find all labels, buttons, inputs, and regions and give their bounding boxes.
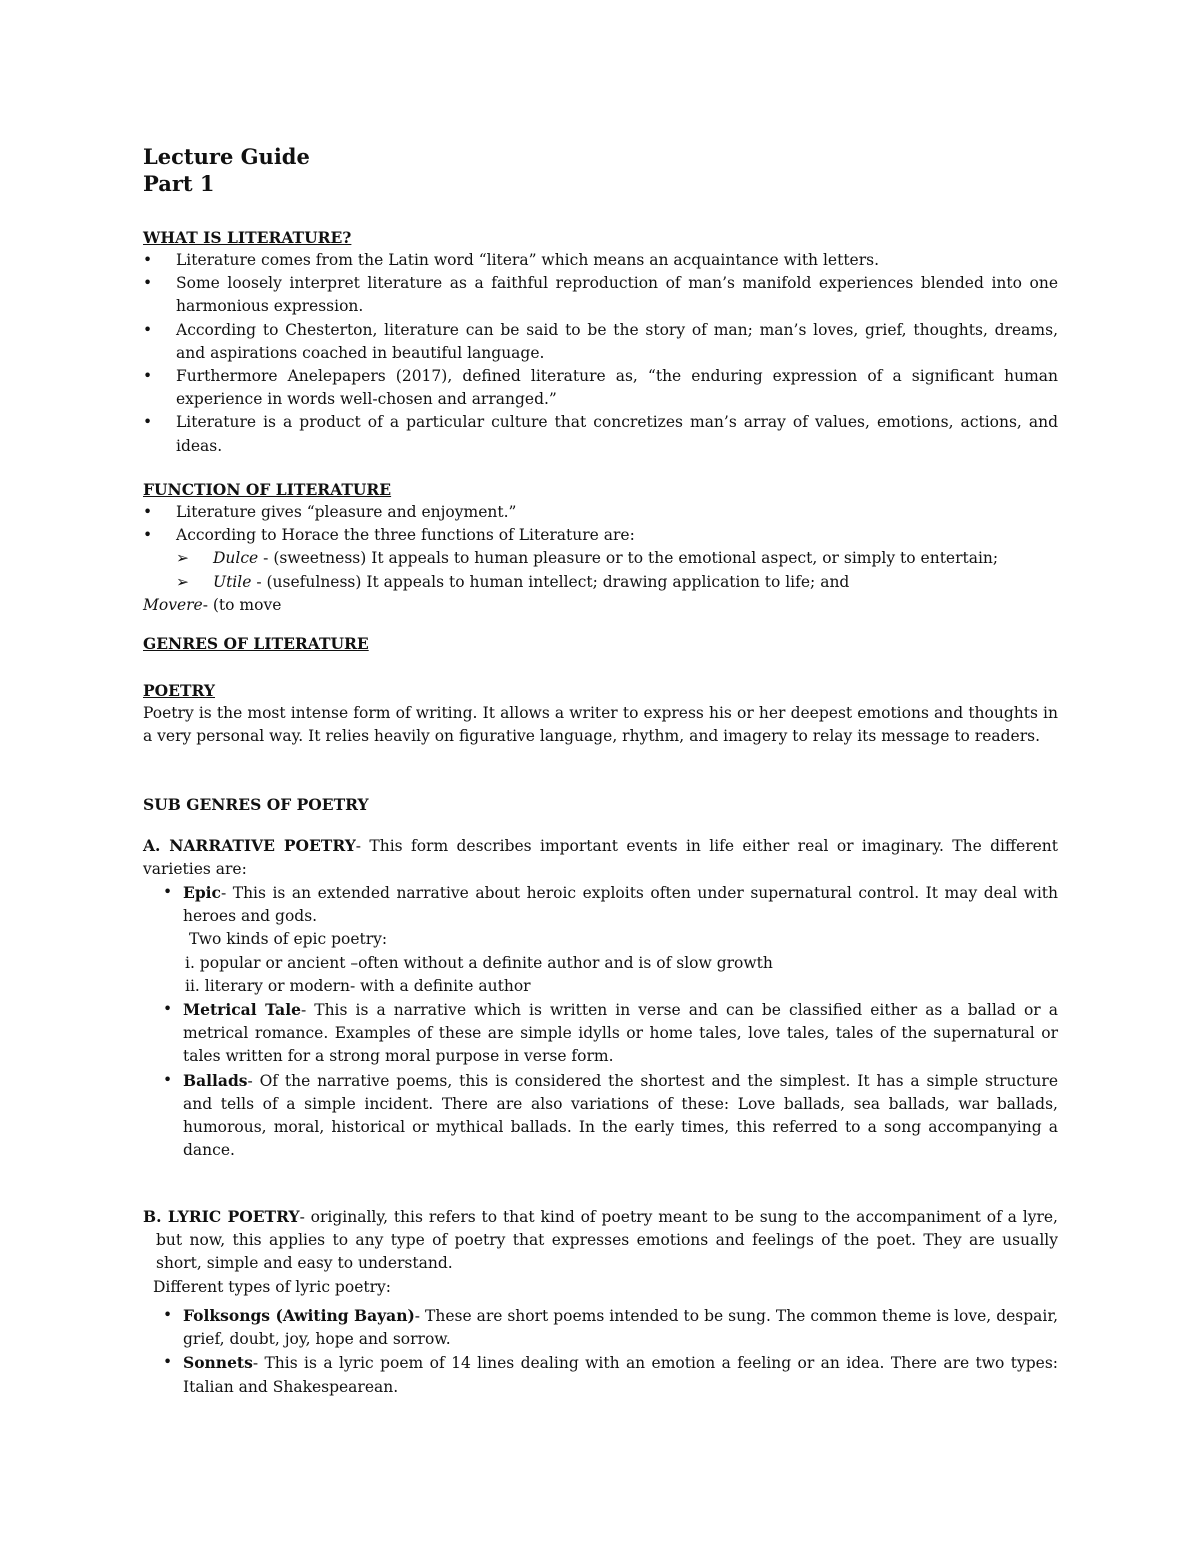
bullet-icon: • bbox=[143, 526, 153, 545]
section-heading-genres: GENRES OF LITERATURE bbox=[143, 634, 369, 653]
bullet-icon: • bbox=[143, 413, 153, 432]
narrative-intro: A. NARRATIVE POETRY- This form describes important events in life either real or imaginary. The different varieties are: bbox=[143, 836, 1058, 879]
list-item: • Epic- This is an extended narrative about heroic exploits often under supernatural control. It may deal with heroes and gods. Two kinds of epic poetry: i. popular or ancient –often without a definite author and is of slow growth ii. literary or modern- with a definite author bbox=[143, 881, 1058, 998]
epic-kind-item: ii. literary or modern- with a definite author bbox=[185, 976, 531, 995]
list-item: • Sonnets- This is a lyric poem of 14 lines dealing with an emotion a feeling or an idea. There are two types: Italian and Shakespearean. bbox=[163, 1353, 1058, 1396]
section-heading-poetry: POETRY bbox=[143, 681, 215, 700]
list-item: ➢ Dulce - (sweetness) It appeals to human pleasure or to the emotional aspect, or simply to entertain; bbox=[143, 547, 1058, 570]
lyric-list bbox=[143, 1304, 1058, 1399]
bullet-icon: • bbox=[143, 320, 153, 339]
list-item: • Some loosely interpret literature as a faithful reproduction of man’s manifold experiences blended into one harmonious expression. bbox=[143, 274, 1058, 316]
epic-kinds-intro: Two kinds of epic poetry: bbox=[189, 930, 388, 949]
epic-kind-item: i. popular or ancient –often without a definite author and is of slow growth bbox=[185, 953, 773, 972]
lyric-types-intro: Different types of lyric poetry: bbox=[153, 1277, 391, 1296]
list-item: • Folksongs (Awiting Bayan)- These are short poems intended to be sung. The common theme is love, despair, grief, doubt, joy, hope and sorrow. bbox=[163, 1306, 1058, 1349]
page-subtitle: Part 1 bbox=[143, 171, 215, 196]
section-heading-function: FUNCTION OF LITERATURE bbox=[143, 480, 392, 499]
page-title: Lecture Guide bbox=[143, 144, 310, 169]
function-list bbox=[143, 501, 1058, 617]
list-item: • Metrical Tale- This is a narrative which is written in verse and can be classified either as a ballad or a metrical romance. Examples of these are simple idylls or home tales, love tales, tales of the supernatural or tales written for a strong moral purpose in verse form. bbox=[163, 1000, 1058, 1066]
narrative-list bbox=[143, 881, 1058, 1162]
lyric-intro: B. LYRIC POETRY- originally, this refers to that kind of poetry meant to be sung to the accompaniment of a lyre, but now, this applies to any type of poetry that expresses emotions and feelings of the poet. They are usually short, simple and easy to understand. Different types of lyric poetry: bbox=[143, 1205, 1058, 1299]
list-item: • Literature comes from the Latin word “litera” which means an acquaintance with letters. bbox=[143, 249, 1058, 272]
list-item: • Ballads- Of the narrative poems, this is considered the shortest and the simplest. It has a simple structure and tells of a simple incident. There are also variations of these: Love ballads, sea ballads, war ballads, humorous, moral, historical or mythical ballads. In the early times, this referred to a song accompanying a dance. bbox=[163, 1070, 1058, 1160]
bullet-icon: • bbox=[163, 1353, 173, 1372]
arrow-bullet-icon: ➢ bbox=[176, 549, 189, 568]
list-item: • Literature gives “pleasure and enjoyment.” bbox=[143, 501, 1058, 524]
arrow-bullet-icon: ➢ bbox=[176, 572, 189, 591]
bullet-icon: • bbox=[143, 367, 153, 386]
bullet-icon: • bbox=[143, 251, 153, 269]
literature-list bbox=[143, 249, 1058, 458]
bullet-icon: • bbox=[163, 883, 173, 901]
section-heading-what-is-literature: WHAT IS LITERATURE? bbox=[143, 228, 352, 247]
list-item: • According to Chesterton, literature can be said to be the story of man; man’s loves, grief, thoughts, dreams, and aspirations coached in beautiful language. bbox=[143, 320, 1058, 362]
section-heading-subgenres: SUB GENRES OF POETRY bbox=[143, 795, 369, 814]
list-item: • Furthermore Anelepapers (2017), defined literature as, “the enduring expression of a significant human experience in words well-chosen and arranged.” bbox=[143, 367, 1058, 409]
bullet-icon: • bbox=[163, 1070, 173, 1089]
bullet-icon: • bbox=[143, 274, 153, 293]
bullet-icon: • bbox=[143, 503, 153, 521]
bullet-icon: • bbox=[163, 1000, 173, 1019]
poetry-paragraph: Poetry is the most intense form of writing. It allows a writer to express his or her deepest emotions and thoughts in a very personal way. It relies heavily on figurative language, rhythm, and imagery to relay its message to readers. bbox=[143, 704, 1058, 746]
list-item: ➢ Utile - (usefulness) It appeals to human intellect; drawing application to life; and bbox=[143, 571, 1058, 594]
list-item: • According to Horace the three functions of Literature are: bbox=[143, 524, 1058, 547]
bullet-icon: • bbox=[163, 1306, 173, 1324]
movere-line: Movere- (to move bbox=[143, 595, 282, 614]
list-item: • Literature is a product of a particular culture that concretizes man’s array of values, emotions, actions, and ideas. bbox=[143, 413, 1058, 455]
